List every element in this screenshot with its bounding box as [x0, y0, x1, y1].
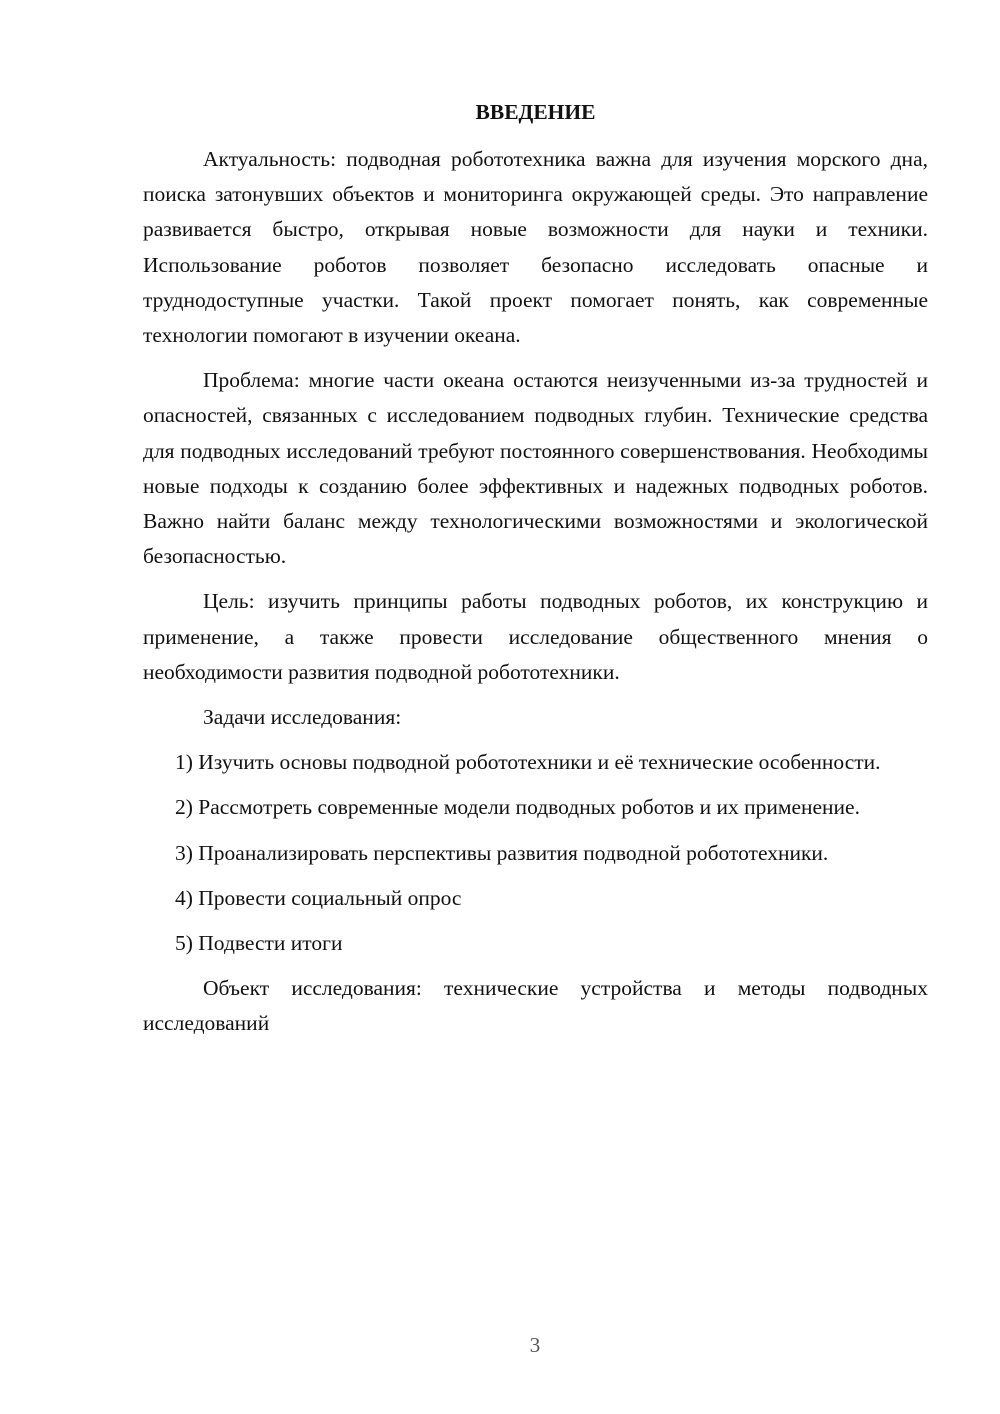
task-item: 4) Провести социальный опрос: [175, 885, 462, 910]
task-item: 5) Подвести итоги: [175, 931, 343, 956]
problem-paragraph: Проблема: многие части океана остаются неизученными из-за трудностей и опасностей, связанных с исследованием подводных глубин. Технические средства для подводных исследований требуют постоянного совершенствования. Необходимы новые подходы к созданию более эффективных и надежных подводных роботов. Важно найти баланс между технологическими возможностями и экологической безопасностью.: [143, 368, 928, 569]
task-item: 1) Изучить основы подводной робототехники и её технические особенности.: [175, 750, 881, 775]
task-item: 2) Рассмотреть современные модели подводных роботов и их применение.: [175, 795, 860, 820]
section-title: ВВЕДЕНИЕ: [475, 100, 596, 124]
task-item: 3) Проанализировать перспективы развития подводной робототехники.: [175, 840, 829, 865]
document-page: [143, 96, 928, 1052]
page-number: 3: [529, 1333, 541, 1357]
tasks-heading: Задачи исследования:: [203, 705, 402, 730]
goal-paragraph: Цель: изучить принципы работы подводных роботов, их конструкцию и применение, а также провести исследование общественного мнения о необходимости развития подводной робототехники.: [143, 589, 928, 684]
relevance-paragraph: Актуальность: подводная робототехника важна для изучения морского дна, поиска затонувших объектов и мониторинга окружающей среды. Это направление развивается быстро, открывая новые возможности для науки и техники. Использование роботов позволяет безопасно исследовать опасные и труднодоступные участки. Такой проект помогает понять, как современные технологии помогают в изучении океана.: [143, 147, 928, 348]
object-paragraph: Объект исследования: технические устройства и методы подводных исследований: [143, 976, 928, 1036]
